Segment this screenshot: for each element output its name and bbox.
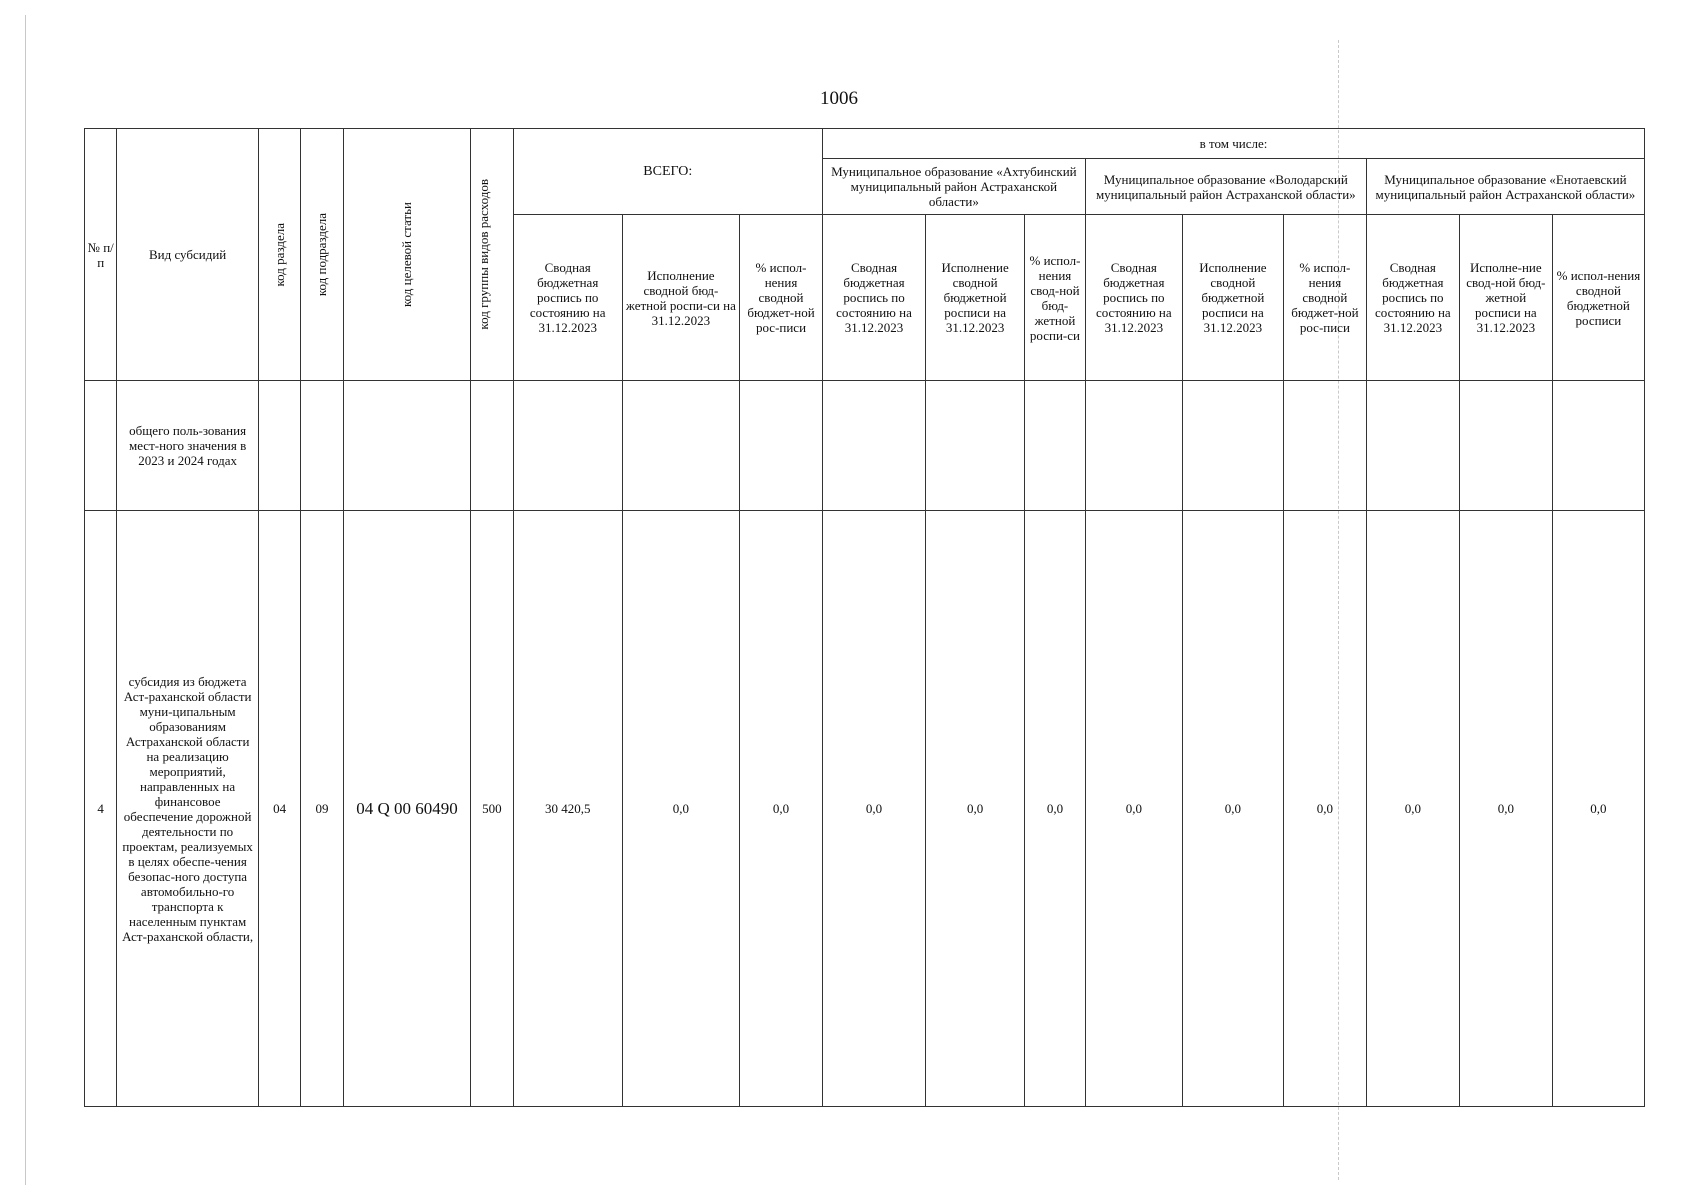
row-value-total-execution: 0,0	[622, 511, 739, 1107]
row-target: 04 Q 00 60490	[343, 511, 470, 1107]
row-value	[1283, 381, 1366, 511]
row-value-total-plan: 30 420,5	[513, 511, 622, 1107]
page-number: 1006	[820, 88, 858, 109]
table-row	[85, 511, 1645, 1107]
row-value-m2-execution: 0,0	[1182, 511, 1283, 1107]
header-total-percent: % испол-нения сводной бюджет-ной рос-писи	[740, 215, 823, 381]
row-subsidy-name: общего поль-зования мест-ного значения в 2023 и 2024 годах	[117, 381, 259, 511]
row-subsection	[301, 381, 343, 511]
row-value	[1085, 381, 1182, 511]
scan-margin-line	[25, 15, 26, 1185]
header-group-code-label: код группы видов расходов	[475, 179, 491, 330]
row-value-m2-percent: 0,0	[1283, 511, 1366, 1107]
header-group-code	[471, 129, 513, 381]
row-value-m1-execution: 0,0	[926, 511, 1025, 1107]
row-value	[513, 381, 622, 511]
row-value	[622, 381, 739, 511]
row-value-m1-plan: 0,0	[822, 511, 925, 1107]
header-municipality-volodarsky: Муниципальное образование «Володарский муниципальный район Астраханской области»	[1085, 159, 1366, 215]
header-target-code	[343, 129, 470, 381]
header-m2-percent: % испол-нения сводной бюджет-ной рос-писи	[1283, 215, 1366, 381]
row-value	[1025, 381, 1086, 511]
row-subsection: 09	[301, 511, 343, 1107]
header-target-code-label: код целевой статьи	[398, 202, 414, 307]
header-m3-execution: Исполне-ние свод-ной бюд-жетной росписи на 31.12.2023	[1459, 215, 1552, 381]
row-value-m3-percent: 0,0	[1552, 511, 1644, 1107]
header-section-code	[258, 129, 300, 381]
row-value-m3-plan: 0,0	[1366, 511, 1459, 1107]
row-value-total-percent: 0,0	[740, 511, 823, 1107]
row-value	[1366, 381, 1459, 511]
row-value	[1182, 381, 1283, 511]
header-total-plan: Сводная бюджетная роспись по состоянию на 31.12.2023	[513, 215, 622, 381]
row-value-m3-execution: 0,0	[1459, 511, 1552, 1107]
row-section	[258, 381, 300, 511]
row-value-m1-percent: 0,0	[1025, 511, 1086, 1107]
subsidy-table	[84, 128, 1645, 1107]
header-m1-execution: Исполнение сводной бюджетной росписи на 31.12.2023	[926, 215, 1025, 381]
header-municipality-akhtubinsky: Муниципальное образование «Ахтубинский муниципальный район Астраханской области»	[822, 159, 1085, 215]
header-subsidy-type: Вид субсидий	[117, 129, 259, 381]
row-section: 04	[258, 511, 300, 1107]
header-m2-plan: Сводная бюджетная роспись по состоянию на 31.12.2023	[1085, 215, 1182, 381]
header-subsection-code-label: код подраздела	[314, 212, 330, 297]
header-m1-plan: Сводная бюджетная роспись по состоянию на 31.12.2023	[822, 215, 925, 381]
row-value	[926, 381, 1025, 511]
row-value	[1552, 381, 1644, 511]
header-m3-percent: % испол-нения сводной бюджетной росписи	[1552, 215, 1644, 381]
row-value	[1459, 381, 1552, 511]
header-num: № п/п	[85, 129, 117, 381]
row-subsidy-name: субсидия из бюджета Аст-раханской области муни-ципальным образованиям Астраханской области на реализацию мероприятий, направленных на финансовое обеспечение дорожной деятельности по проектам, реализуемых в целях обеспе-чения безопас-ного доступа автомобильно-го транспорта к населенным пунктам Аст-раханской области,	[117, 511, 259, 1107]
header-total-execution: Исполнение сводной бюд-жетной роспи-си на 31.12.2023	[622, 215, 739, 381]
row-value	[822, 381, 925, 511]
header-subsection-code	[301, 129, 343, 381]
row-value-m2-plan: 0,0	[1085, 511, 1182, 1107]
header-municipality-enotaevsky: Муниципальное образование «Енотаевский муниципальный район Астраханской области»	[1366, 159, 1644, 215]
row-value	[740, 381, 823, 511]
header-section-code-label: код раздела	[271, 222, 287, 287]
row-group	[471, 381, 513, 511]
header-total: ВСЕГО:	[513, 129, 822, 215]
header-m3-plan: Сводная бюджетная роспись по состоянию на 31.12.2023	[1366, 215, 1459, 381]
row-target	[343, 381, 470, 511]
header-m2-execution: Исполнение сводной бюджетной росписи на 31.12.2023	[1182, 215, 1283, 381]
row-num	[85, 381, 117, 511]
row-num: 4	[85, 511, 117, 1107]
row-group: 500	[471, 511, 513, 1107]
header-m1-percent: % испол-нения свод-ной бюд-жетной роспи-си	[1025, 215, 1086, 381]
table-row	[85, 381, 1645, 511]
header-including: в том числе:	[822, 129, 1644, 159]
